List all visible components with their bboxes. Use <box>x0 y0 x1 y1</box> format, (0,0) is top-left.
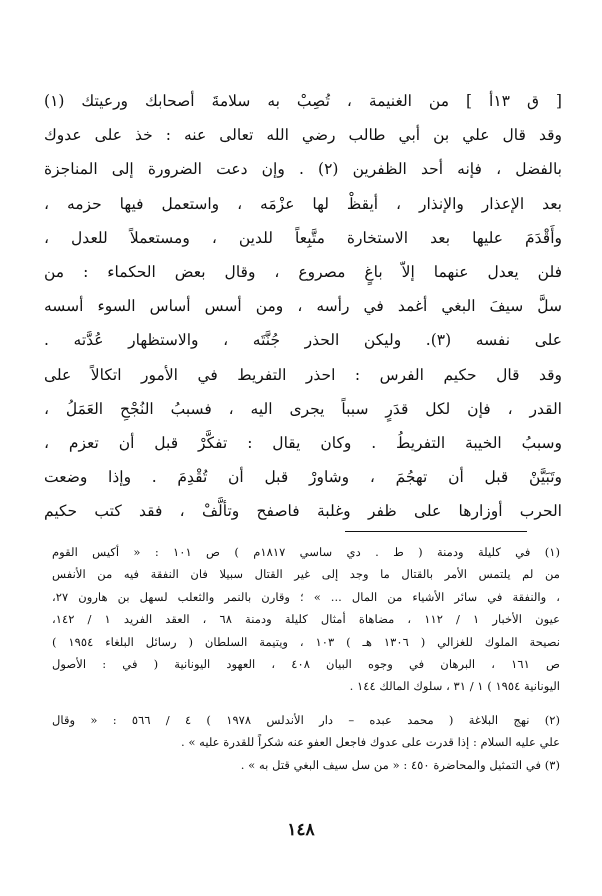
footnote-line: اليونانية ١٩٥٤ ) ١ / ٣١ ، سلوك المالك ١٤٤ . <box>349 679 560 694</box>
main-text-line: وتَبَيَّنْ قبل أن تهجُمَ ، وشاورْ قبل أن تُقْدِمَ . وإذا وضعت <box>44 468 562 487</box>
main-text-line: الحرب أوزارها على ظفر وغلبة فاصفح وتألَّفْ ، فقد كتب حكيم <box>44 502 562 521</box>
main-text-block <box>44 84 562 528</box>
main-text-line: وقد قال علي بن أبي طالب رضي الله تعالى عنه : خذ على عدوك <box>44 126 562 145</box>
footnote-3 <box>52 754 560 776</box>
footnote-line: عيون الأخبار ١ / ١١٢ ، مضاهاة أمثال كليلة ودمنة ٦٨ ، العقد الفريد ١ / ١٤٢، <box>52 612 560 627</box>
main-text-line: وقد قال حكيم الفرس : احذر التفريط في الأمور اتكالاً على <box>44 365 562 384</box>
footnote-line: علي عليه السلام : إذا قدرت على عدوك فاجعل العفو عنه شكراً للقدرة عليه » . <box>180 735 560 750</box>
main-text-line: على نفسه (٣). وليكن الحذر جُنَّتَه ، والاستظهار عُدَّته . <box>44 331 562 350</box>
main-text-line: فلن يعدل عنهما إلاّ باغٍ مصروع ، وقال بعض الحكماء : من <box>44 262 562 281</box>
footnote-1 <box>52 541 560 698</box>
main-text-line: سلَّ سيفَ البغي أغمد في رأسه ، ومن أسس أساس السوء أسسه <box>44 297 562 316</box>
footnote-divider <box>345 531 527 532</box>
footnote-line: ، والنفقة في سائر الأشياء من المال ... » ؛ وقارن بالنمر والثعلب لسهل بن هارون ٢٧، <box>52 589 560 604</box>
main-text-line: بعد الإعذار والإنذار ، أيقظْ لها عزْمَه ، واستعمل فيها حزمه ، <box>44 194 562 213</box>
footnote-2 <box>52 709 560 754</box>
footnote-line: (٣) في التمثيل والمحاضرة ٤٥٠ : « من سل سيف البغي قتل به » . <box>240 757 560 772</box>
footnote-spacer <box>52 698 560 709</box>
footnote-line: نصيحة الملوك للغزالي ( ١٣٠٦ هـ ) ١٠٣ ، ويتيمة السلطان ( رسائل البلغاء ١٩٥٤ ) <box>52 634 560 649</box>
footnote-line: (١) في كليلة ودمنة ( ط . دي ساسي ١٨١٧م ) ص ١٠١ : « أكيس القوم <box>52 545 560 559</box>
page-number: ١٤٨ <box>287 820 315 840</box>
footnote-line: من لم يلتمس الأمر بالقتال ما وجد إلى غير القتال سبيلا فان النفقة فيه من الأنفس <box>52 567 560 582</box>
main-text-line: وسببُ الخيبة التفريطُ . وكان يقال : تفكَّرْ قبل أن تعزم ، <box>44 433 562 452</box>
main-text-line: وأَقْدَمَ عليها بعد الاستخارة متَّبِعاً للدين ، ومستعملاً للعدل ، <box>44 228 562 247</box>
main-text-line: [ ق ١٣أ ] من الغنيمة ، تُصِبْ به سلامةَ أصحابك ورعيتك (١) <box>44 92 562 110</box>
footnotes-block <box>52 541 560 776</box>
main-text-line: القدر ، فإن لكل قدَرٍ سبباً يجرى اليه ، فسببُ النُجْحِ العَمَلُ ، <box>44 399 562 418</box>
main-text-line: بالفضل ، فإنه أحد الظفرين (٢) . وإن دعت الضرورة إلى المناجزة <box>44 160 562 179</box>
footnote-line: ص ١٦١ ، البرهان في وجوه البيان ٤٠٨ ، العهود اليونانية ( في : الأصول <box>52 656 560 671</box>
footnote-line: (٢) نهج البلاغة ( محمد عبده – دار الأندلس ١٩٧٨ ) ٤ / ٥٦٦ : « وقال <box>52 712 560 727</box>
